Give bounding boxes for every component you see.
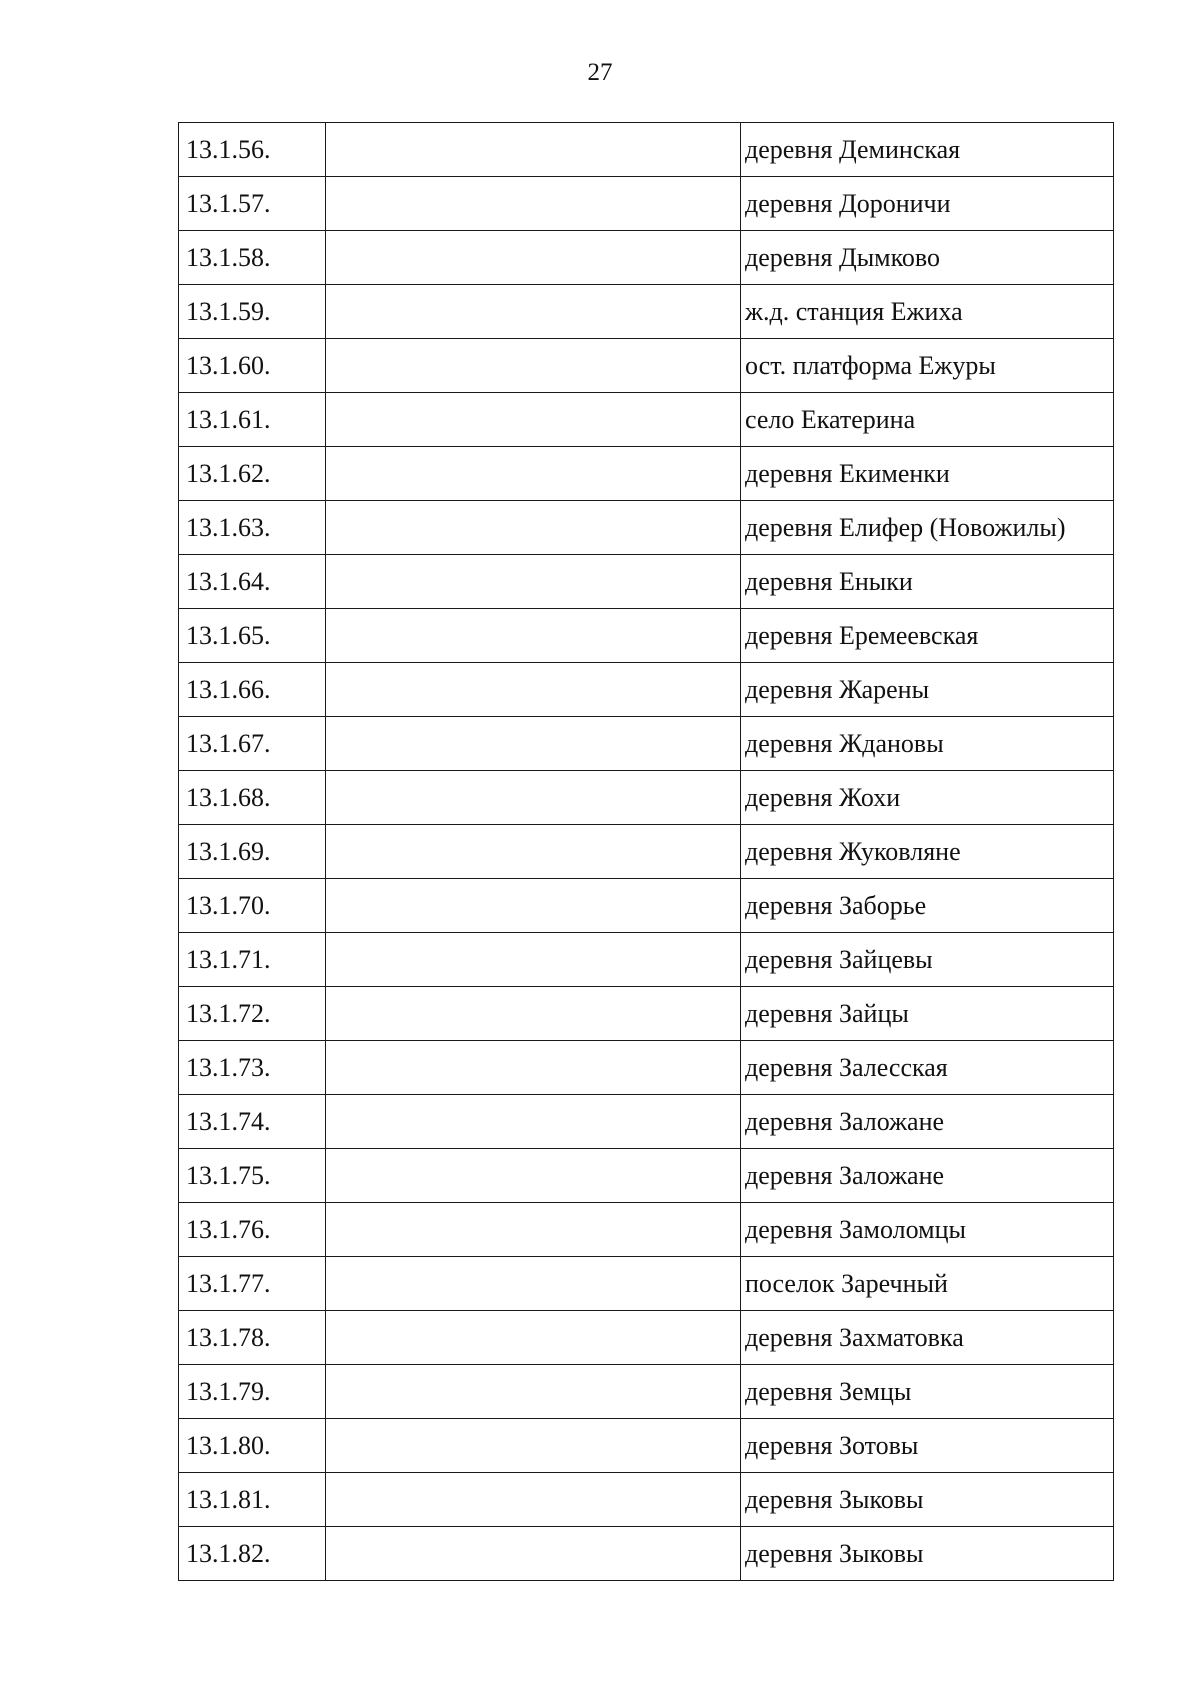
- row-middle-cell: [326, 987, 741, 1041]
- row-number-cell: 13.1.82.: [179, 1527, 326, 1581]
- row-middle-cell: [326, 231, 741, 285]
- row-middle-cell: [326, 1149, 741, 1203]
- row-number-cell: 13.1.64.: [179, 555, 326, 609]
- row-middle-cell: [326, 825, 741, 879]
- row-settlement-name-cell: деревня Еремеевская: [741, 609, 1114, 663]
- table-row: [179, 339, 1114, 393]
- row-settlement-name-cell: деревня Еныки: [741, 555, 1114, 609]
- row-middle-cell: [326, 663, 741, 717]
- table-row: [179, 447, 1114, 501]
- row-middle-cell: [326, 879, 741, 933]
- row-middle-cell: [326, 339, 741, 393]
- row-middle-cell: [326, 1203, 741, 1257]
- row-number-cell: 13.1.74.: [179, 1095, 326, 1149]
- row-number-cell: 13.1.56.: [179, 123, 326, 177]
- row-middle-cell: [326, 1419, 741, 1473]
- row-number-cell: 13.1.77.: [179, 1257, 326, 1311]
- row-settlement-name-cell: деревня Жуковляне: [741, 825, 1114, 879]
- row-number-cell: 13.1.66.: [179, 663, 326, 717]
- table-body: [179, 123, 1114, 1581]
- row-number-cell: 13.1.81.: [179, 1473, 326, 1527]
- table-row: [179, 177, 1114, 231]
- row-number-cell: 13.1.73.: [179, 1041, 326, 1095]
- row-number-cell: 13.1.61.: [179, 393, 326, 447]
- table-row: [179, 123, 1114, 177]
- row-number-cell: 13.1.76.: [179, 1203, 326, 1257]
- row-number-cell: 13.1.68.: [179, 771, 326, 825]
- row-number-cell: 13.1.65.: [179, 609, 326, 663]
- row-number-cell: 13.1.57.: [179, 177, 326, 231]
- row-settlement-name-cell: деревня Зайцевы: [741, 933, 1114, 987]
- row-settlement-name-cell: деревня Зайцы: [741, 987, 1114, 1041]
- row-settlement-name-cell: деревня Заложане: [741, 1149, 1114, 1203]
- table-row: [179, 1257, 1114, 1311]
- row-middle-cell: [326, 501, 741, 555]
- table-row: [179, 285, 1114, 339]
- row-middle-cell: [326, 609, 741, 663]
- table-row: [179, 771, 1114, 825]
- row-middle-cell: [326, 1041, 741, 1095]
- row-settlement-name-cell: деревня Дымково: [741, 231, 1114, 285]
- row-settlement-name-cell: деревня Деминская: [741, 123, 1114, 177]
- row-settlement-name-cell: поселок Заречный: [741, 1257, 1114, 1311]
- table-row: [179, 1149, 1114, 1203]
- row-middle-cell: [326, 1257, 741, 1311]
- row-settlement-name-cell: деревня Жарены: [741, 663, 1114, 717]
- row-middle-cell: [326, 717, 741, 771]
- row-number-cell: 13.1.71.: [179, 933, 326, 987]
- row-settlement-name-cell: деревня Елифер (Новожилы): [741, 501, 1114, 555]
- table-row: [179, 1311, 1114, 1365]
- row-settlement-name-cell: село Екатерина: [741, 393, 1114, 447]
- row-middle-cell: [326, 933, 741, 987]
- row-middle-cell: [326, 1473, 741, 1527]
- table-row: [179, 1203, 1114, 1257]
- row-settlement-name-cell: ост. платформа Ежуры: [741, 339, 1114, 393]
- row-number-cell: 13.1.62.: [179, 447, 326, 501]
- row-number-cell: 13.1.78.: [179, 1311, 326, 1365]
- row-settlement-name-cell: деревня Заложане: [741, 1095, 1114, 1149]
- row-settlement-name-cell: деревня Ждановы: [741, 717, 1114, 771]
- row-settlement-name-cell: деревня Екименки: [741, 447, 1114, 501]
- row-middle-cell: [326, 285, 741, 339]
- row-settlement-name-cell: деревня Земцы: [741, 1365, 1114, 1419]
- row-number-cell: 13.1.63.: [179, 501, 326, 555]
- row-settlement-name-cell: деревня Жохи: [741, 771, 1114, 825]
- table-row: [179, 933, 1114, 987]
- row-number-cell: 13.1.70.: [179, 879, 326, 933]
- row-number-cell: 13.1.60.: [179, 339, 326, 393]
- row-middle-cell: [326, 1095, 741, 1149]
- row-settlement-name-cell: деревня Захматовка: [741, 1311, 1114, 1365]
- table-row: [179, 825, 1114, 879]
- table-row: [179, 501, 1114, 555]
- row-settlement-name-cell: деревня Залесская: [741, 1041, 1114, 1095]
- table-row: [179, 1365, 1114, 1419]
- row-middle-cell: [326, 447, 741, 501]
- row-middle-cell: [326, 123, 741, 177]
- table-row: [179, 231, 1114, 285]
- row-settlement-name-cell: ж.д. станция Ежиха: [741, 285, 1114, 339]
- table-row: [179, 879, 1114, 933]
- table-row: [179, 393, 1114, 447]
- row-middle-cell: [326, 1365, 741, 1419]
- table-row: [179, 987, 1114, 1041]
- table-row: [179, 609, 1114, 663]
- settlements-table: [178, 122, 1114, 1581]
- row-number-cell: 13.1.58.: [179, 231, 326, 285]
- row-number-cell: 13.1.80.: [179, 1419, 326, 1473]
- row-settlement-name-cell: деревня Заборье: [741, 879, 1114, 933]
- row-middle-cell: [326, 555, 741, 609]
- row-settlement-name-cell: деревня Дороничи: [741, 177, 1114, 231]
- row-middle-cell: [326, 771, 741, 825]
- page-number: 27: [587, 59, 613, 86]
- table-row: [179, 1041, 1114, 1095]
- row-number-cell: 13.1.67.: [179, 717, 326, 771]
- row-number-cell: 13.1.59.: [179, 285, 326, 339]
- table-row: [179, 663, 1114, 717]
- row-settlement-name-cell: деревня Зотовы: [741, 1419, 1114, 1473]
- row-settlement-name-cell: деревня Замоломцы: [741, 1203, 1114, 1257]
- table-row: [179, 555, 1114, 609]
- row-middle-cell: [326, 1311, 741, 1365]
- row-settlement-name-cell: деревня Зыковы: [741, 1527, 1114, 1581]
- row-number-cell: 13.1.69.: [179, 825, 326, 879]
- row-number-cell: 13.1.72.: [179, 987, 326, 1041]
- table-row: [179, 1527, 1114, 1581]
- row-number-cell: 13.1.79.: [179, 1365, 326, 1419]
- row-middle-cell: [326, 177, 741, 231]
- row-number-cell: 13.1.75.: [179, 1149, 326, 1203]
- table-row: [179, 1473, 1114, 1527]
- table-row: [179, 1419, 1114, 1473]
- row-middle-cell: [326, 393, 741, 447]
- table-row: [179, 717, 1114, 771]
- row-settlement-name-cell: деревня Зыковы: [741, 1473, 1114, 1527]
- row-middle-cell: [326, 1527, 741, 1581]
- table-row: [179, 1095, 1114, 1149]
